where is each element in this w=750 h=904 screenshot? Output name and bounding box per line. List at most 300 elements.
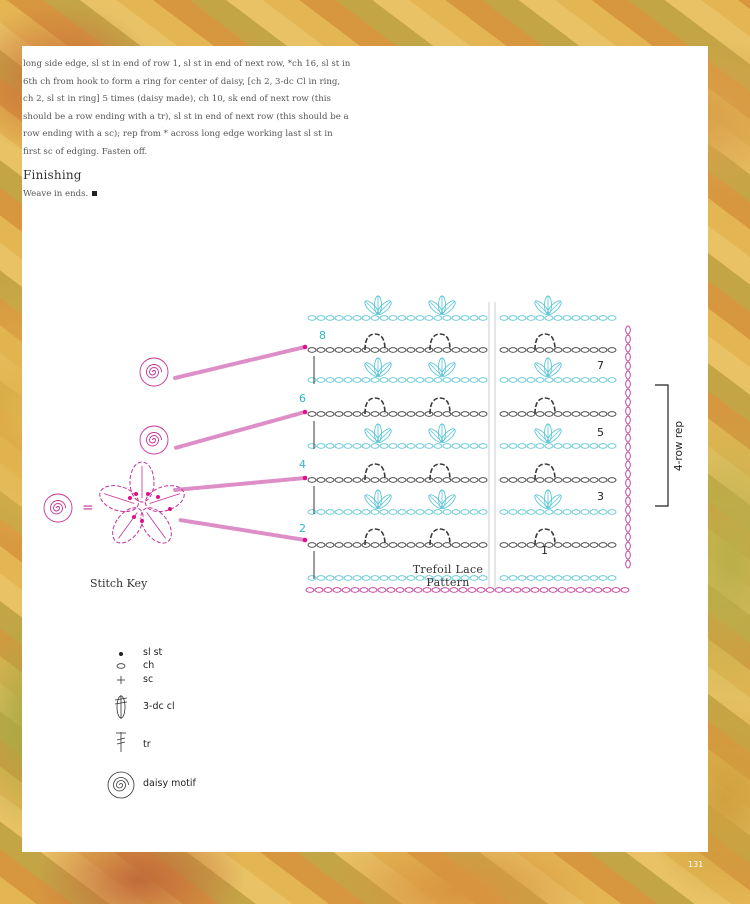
chain-stitch — [452, 543, 460, 548]
chain-stitch — [527, 543, 535, 548]
chain-stitch — [306, 588, 314, 593]
chain-stitch — [407, 444, 415, 449]
chain-stitch — [353, 348, 361, 353]
chain-stitch — [425, 412, 433, 417]
chain-stitch — [317, 543, 325, 548]
chain-stitch — [590, 444, 598, 449]
chain-stitch — [581, 510, 589, 515]
chain-stitch — [335, 543, 343, 548]
chain-stitch — [317, 316, 325, 321]
page-number: 131 — [688, 860, 704, 869]
treble-symbol — [116, 732, 126, 752]
chain-stitch — [317, 348, 325, 353]
chain-stitch — [380, 478, 388, 483]
edge-chain — [626, 398, 631, 406]
row-number-2: 2 — [299, 522, 306, 535]
edge-chain — [626, 470, 631, 478]
chain-run — [500, 412, 616, 417]
edge-chain — [626, 551, 631, 559]
repeat-label: 4-row rep — [673, 420, 685, 472]
chain-stitch — [590, 478, 598, 483]
chain-stitch — [308, 316, 316, 321]
edge-chain — [626, 353, 631, 361]
chain-stitch — [380, 316, 388, 321]
chain-stitch — [590, 576, 598, 581]
chain-run — [500, 510, 616, 515]
chain-stitch — [398, 478, 406, 483]
chain-stitch — [554, 348, 562, 353]
key-label-ch: ch — [143, 660, 155, 671]
chain-stitch — [353, 478, 361, 483]
chain-stitch — [380, 444, 388, 449]
chain-stitch — [452, 444, 460, 449]
chain-stitch — [518, 412, 526, 417]
chain-stitch — [326, 510, 334, 515]
chain-stitch — [326, 316, 334, 321]
chain-stitch — [425, 478, 433, 483]
chain-stitch — [590, 510, 598, 515]
chain-stitch — [407, 510, 415, 515]
chain-run — [500, 316, 616, 321]
chain-stitch — [470, 316, 478, 321]
chain-stitch — [407, 412, 415, 417]
chain-stitch — [545, 348, 553, 353]
chain-stitch — [608, 444, 616, 449]
chain-stitch — [407, 348, 415, 353]
chain-stitch — [425, 510, 433, 515]
chain-stitch — [500, 378, 508, 383]
chain-stitch — [572, 510, 580, 515]
daisy-center-dot — [156, 495, 160, 499]
chain-stitch — [509, 510, 517, 515]
chain-stitch — [452, 348, 460, 353]
row-number-8: 8 — [319, 329, 326, 342]
chain-stitch — [344, 444, 352, 449]
chain-stitch — [545, 576, 553, 581]
chain-stitch — [452, 378, 460, 383]
edge-chain — [626, 488, 631, 496]
row-number-7: 7 — [597, 359, 604, 372]
chain-stitch — [317, 412, 325, 417]
daisy-chain-lines — [175, 345, 307, 543]
key-label-tr: tr — [143, 739, 151, 750]
edge-chain — [626, 380, 631, 388]
chain-stitch — [369, 588, 377, 593]
row-number-3: 3 — [597, 490, 604, 503]
chain-stitch — [572, 378, 580, 383]
chain-stitch — [572, 348, 580, 353]
chain-stitch — [326, 444, 334, 449]
chain-stitch — [362, 348, 370, 353]
chain-stitch — [389, 412, 397, 417]
chain-stitch — [527, 510, 535, 515]
chain-stitch — [317, 576, 325, 581]
chain-stitch — [608, 412, 616, 417]
chain-stitch — [380, 348, 388, 353]
edge-chain — [626, 326, 631, 334]
key-label-sl-st: sl st — [143, 647, 163, 658]
chain-stitch — [335, 444, 343, 449]
chain-stitch — [317, 478, 325, 483]
key-symbols — [108, 652, 134, 798]
chain-stitch — [398, 510, 406, 515]
chain-stitch — [500, 543, 508, 548]
chain-stitch — [389, 316, 397, 321]
chain-stitch — [500, 444, 508, 449]
chain-stitch — [461, 510, 469, 515]
chain-stitch — [362, 378, 370, 383]
chain-stitch — [572, 543, 580, 548]
chain-stitch — [342, 588, 350, 593]
chain-stitch — [599, 348, 607, 353]
chain-stitch — [425, 444, 433, 449]
chain-stitch — [351, 588, 359, 593]
chain-run — [308, 348, 487, 353]
chain-stitch — [572, 444, 580, 449]
chain-stitch — [563, 444, 571, 449]
chain-stitch — [590, 316, 598, 321]
chain-stitch — [461, 348, 469, 353]
chain-stitch — [425, 378, 433, 383]
chain-stitch — [470, 378, 478, 383]
chain-stitch — [434, 444, 442, 449]
chain-stitch — [407, 478, 415, 483]
chain-run — [308, 378, 487, 383]
daisy-chain-line — [175, 478, 305, 490]
chain-stitch — [599, 543, 607, 548]
chain-stitch — [518, 444, 526, 449]
edge-chain — [626, 452, 631, 460]
chain-stitch — [518, 576, 526, 581]
chain-stitch — [362, 412, 370, 417]
chain-stitch — [344, 478, 352, 483]
chain-stitch — [536, 316, 544, 321]
chain-stitch — [572, 576, 580, 581]
key-label-cluster: 3-dc cl — [143, 701, 175, 712]
row-number-1: 1 — [541, 544, 548, 557]
chain-stitch — [479, 378, 487, 383]
daisy-center-dot — [132, 515, 136, 519]
chain-stitch — [434, 378, 442, 383]
chart-rows — [306, 296, 630, 592]
chain-stitch — [545, 412, 553, 417]
chain-stitch — [362, 316, 370, 321]
chain-stitch — [558, 588, 566, 593]
chain-stitch — [362, 510, 370, 515]
chain-stitch — [509, 412, 517, 417]
chain-stitch — [324, 588, 332, 593]
finishing-text-content: Weave in ends. — [23, 189, 89, 199]
chain-stitch — [545, 478, 553, 483]
chain-stitch — [434, 316, 442, 321]
edge-chain — [626, 425, 631, 433]
chain-stitch — [353, 316, 361, 321]
chain-stitch — [371, 316, 379, 321]
chain-stitch — [540, 588, 548, 593]
chain-stitch — [479, 478, 487, 483]
chain-stitch — [344, 348, 352, 353]
chain-stitch — [581, 576, 589, 581]
chain-stitch — [527, 576, 535, 581]
chain-stitch — [326, 478, 334, 483]
chain-stitch — [590, 412, 598, 417]
spiral-motif — [140, 426, 168, 454]
chain-stitch — [518, 378, 526, 383]
chain-stitch — [479, 444, 487, 449]
chain-stitch — [470, 478, 478, 483]
chart-caption: Trefoil Lace Pattern — [412, 563, 484, 589]
chain-stitch — [567, 588, 575, 593]
chain-stitch — [443, 316, 451, 321]
chain-stitch — [371, 478, 379, 483]
chain-stitch — [416, 478, 424, 483]
chain-stitch — [378, 588, 386, 593]
chain-stitch — [443, 378, 451, 383]
chain-stitch — [461, 444, 469, 449]
key-label-sc: sc — [143, 674, 154, 685]
chain-run — [500, 444, 616, 449]
chain-stitch — [344, 316, 352, 321]
chain-stitch — [554, 316, 562, 321]
chain-stitch — [554, 478, 562, 483]
chain-stitch — [563, 576, 571, 581]
chain-stitch — [371, 348, 379, 353]
chain-stitch — [335, 316, 343, 321]
chain-stitch — [315, 588, 323, 593]
chain-stitch — [594, 588, 602, 593]
chain-stitch — [536, 576, 544, 581]
chain-stitch — [581, 543, 589, 548]
chain-stitch — [581, 316, 589, 321]
chain-stitch — [335, 576, 343, 581]
chain-stitch — [425, 316, 433, 321]
daisy-chain-line — [175, 347, 305, 378]
chain-stitch — [452, 510, 460, 515]
chain-stitch — [461, 543, 469, 548]
chain-stitch — [461, 378, 469, 383]
chain-stitch — [522, 588, 530, 593]
chain-stitch — [479, 543, 487, 548]
chain-stitch — [353, 378, 361, 383]
chain-stitch — [308, 444, 316, 449]
chain-stitch — [380, 576, 388, 581]
plus-symbol — [117, 676, 125, 684]
row-number-6: 6 — [299, 392, 306, 405]
chain-stitch — [479, 316, 487, 321]
chain-stitch — [398, 543, 406, 548]
chain-stitch — [434, 543, 442, 548]
chain-stitch — [621, 588, 629, 593]
chain-stitch — [344, 412, 352, 417]
spiral-motif — [140, 358, 168, 386]
chain-stitch — [518, 316, 526, 321]
chain-stitch — [470, 444, 478, 449]
chain-stitch — [527, 444, 535, 449]
chain-stitch — [344, 510, 352, 515]
daisy-center-dot — [134, 492, 138, 496]
chain-stitch — [335, 412, 343, 417]
chain-stitch — [398, 348, 406, 353]
chain-stitch — [608, 378, 616, 383]
chain-stitch — [344, 378, 352, 383]
row-number-5: 5 — [597, 426, 604, 439]
chain-stitch — [563, 348, 571, 353]
chain-stitch — [389, 348, 397, 353]
chain-stitch — [599, 412, 607, 417]
daisy-center-dot — [128, 496, 132, 500]
chain-stitch — [518, 543, 526, 548]
chain-stitch — [461, 412, 469, 417]
chain-stitch — [416, 348, 424, 353]
spiral-symbol — [108, 772, 134, 798]
edge-chain — [626, 416, 631, 424]
chain-stitch — [554, 378, 562, 383]
chain-stitch — [326, 348, 334, 353]
finishing-heading: Finishing — [23, 168, 82, 182]
chain-stitch — [572, 412, 580, 417]
petal-stem — [150, 494, 180, 504]
chain-stitch — [500, 412, 508, 417]
chain-stitch — [461, 316, 469, 321]
chain-stitch — [389, 510, 397, 515]
chain-stitch — [326, 543, 334, 548]
edge-chain — [626, 560, 631, 568]
chain-stitch — [416, 412, 424, 417]
chain-stitch — [518, 478, 526, 483]
chain-stitch — [326, 576, 334, 581]
chain-stitch — [434, 478, 442, 483]
chain-stitch — [416, 316, 424, 321]
chain-stitch — [536, 412, 544, 417]
chain-run — [308, 444, 487, 449]
chain-stitch — [407, 316, 415, 321]
chain-stitch — [581, 348, 589, 353]
chain-stitch — [509, 348, 517, 353]
spiral-coil — [147, 365, 162, 378]
chain-stitch — [509, 576, 517, 581]
chain-stitch — [380, 543, 388, 548]
chain-stitch — [407, 378, 415, 383]
chain-stitch — [572, 478, 580, 483]
chain-stitch — [599, 576, 607, 581]
daisy-chain-line — [180, 520, 305, 540]
chain-run — [500, 378, 616, 383]
chain-stitch — [599, 510, 607, 515]
chain-stitch — [389, 378, 397, 383]
stitch-key-title: Stitch Key — [90, 577, 148, 590]
chain-stitch — [371, 543, 379, 548]
chain-run — [500, 348, 616, 353]
chain-stitch — [527, 316, 535, 321]
chain-stitch — [416, 543, 424, 548]
chain-stitch — [389, 543, 397, 548]
chain-stitch — [563, 378, 571, 383]
chain-stitch — [554, 444, 562, 449]
slip-stitch-dot — [303, 476, 308, 481]
edge-chain — [626, 371, 631, 379]
chain-stitch — [371, 412, 379, 417]
edge-chain — [626, 443, 631, 451]
dot-symbol — [119, 652, 123, 656]
chain-stitch — [603, 588, 611, 593]
chain-stitch — [425, 543, 433, 548]
chain-stitch — [536, 510, 544, 515]
chain-stitch — [434, 348, 442, 353]
daisy-motifs — [44, 358, 188, 549]
chain-stitch — [398, 378, 406, 383]
chain-stitch — [563, 412, 571, 417]
chain-stitch — [545, 316, 553, 321]
chain-stitch — [479, 510, 487, 515]
oval-symbol — [117, 664, 125, 669]
chain-stitch — [353, 444, 361, 449]
chain-run — [308, 510, 487, 515]
edge-chain — [626, 434, 631, 442]
chain-stitch — [581, 412, 589, 417]
chain-stitch — [572, 316, 580, 321]
chain-stitch — [317, 378, 325, 383]
chain-stitch — [608, 576, 616, 581]
chain-stitch — [590, 348, 598, 353]
chain-stitch — [425, 348, 433, 353]
chain-stitch — [308, 378, 316, 383]
chain-stitch — [563, 316, 571, 321]
edge-chain — [626, 506, 631, 514]
chain-stitch — [398, 316, 406, 321]
instruction-paragraph: long side edge, sl st in end of row 1, sl st in end of next row, *ch 16, sl st in 6th ch from hook to form a ring for center of daisy, [ch 2, 3-dc Cl in ring, ch 2, sl st in ring] 5 times (daisy made), ch 10, sk end of next row (this should be a row ending with a tr), sl st in end of next row (this should be a row ending with a sc); rep from * across long edge working last sl st in first sc of edging. Fasten off. — [23, 59, 351, 157]
chain-stitch — [527, 378, 535, 383]
chain-stitch — [518, 510, 526, 515]
chain-stitch — [599, 316, 607, 321]
chain-stitch — [416, 378, 424, 383]
edge-chain — [626, 389, 631, 397]
edge-chain — [626, 479, 631, 487]
chain-stitch — [353, 543, 361, 548]
edge-chain — [626, 407, 631, 415]
chain-run — [500, 543, 616, 548]
chain-stitch — [554, 412, 562, 417]
chain-stitch — [563, 478, 571, 483]
chain-stitch — [335, 348, 343, 353]
chain-stitch — [599, 478, 607, 483]
chain-stitch — [527, 348, 535, 353]
chain-stitch — [380, 510, 388, 515]
chain-stitch — [509, 444, 517, 449]
chain-stitch — [608, 478, 616, 483]
chain-stitch — [335, 478, 343, 483]
edge-chain — [626, 497, 631, 505]
chain-stitch — [509, 378, 517, 383]
chain-stitch — [608, 510, 616, 515]
chain-stitch — [531, 588, 539, 593]
chain-stitch — [518, 348, 526, 353]
slip-stitch-dot — [303, 410, 308, 415]
chain-stitch — [612, 588, 620, 593]
chain-stitch — [344, 543, 352, 548]
slip-stitch-dot — [303, 345, 308, 350]
chain-stitch — [545, 378, 553, 383]
chain-stitch — [479, 348, 487, 353]
chain-stitch — [452, 412, 460, 417]
chain-stitch — [500, 348, 508, 353]
petal-stem — [147, 512, 166, 538]
chain-stitch — [353, 510, 361, 515]
edge-chain — [626, 515, 631, 523]
spiral-coil — [147, 433, 162, 447]
equals-sign: = — [82, 500, 94, 516]
slip-stitch-dot — [303, 538, 308, 543]
chain-stitch — [461, 478, 469, 483]
